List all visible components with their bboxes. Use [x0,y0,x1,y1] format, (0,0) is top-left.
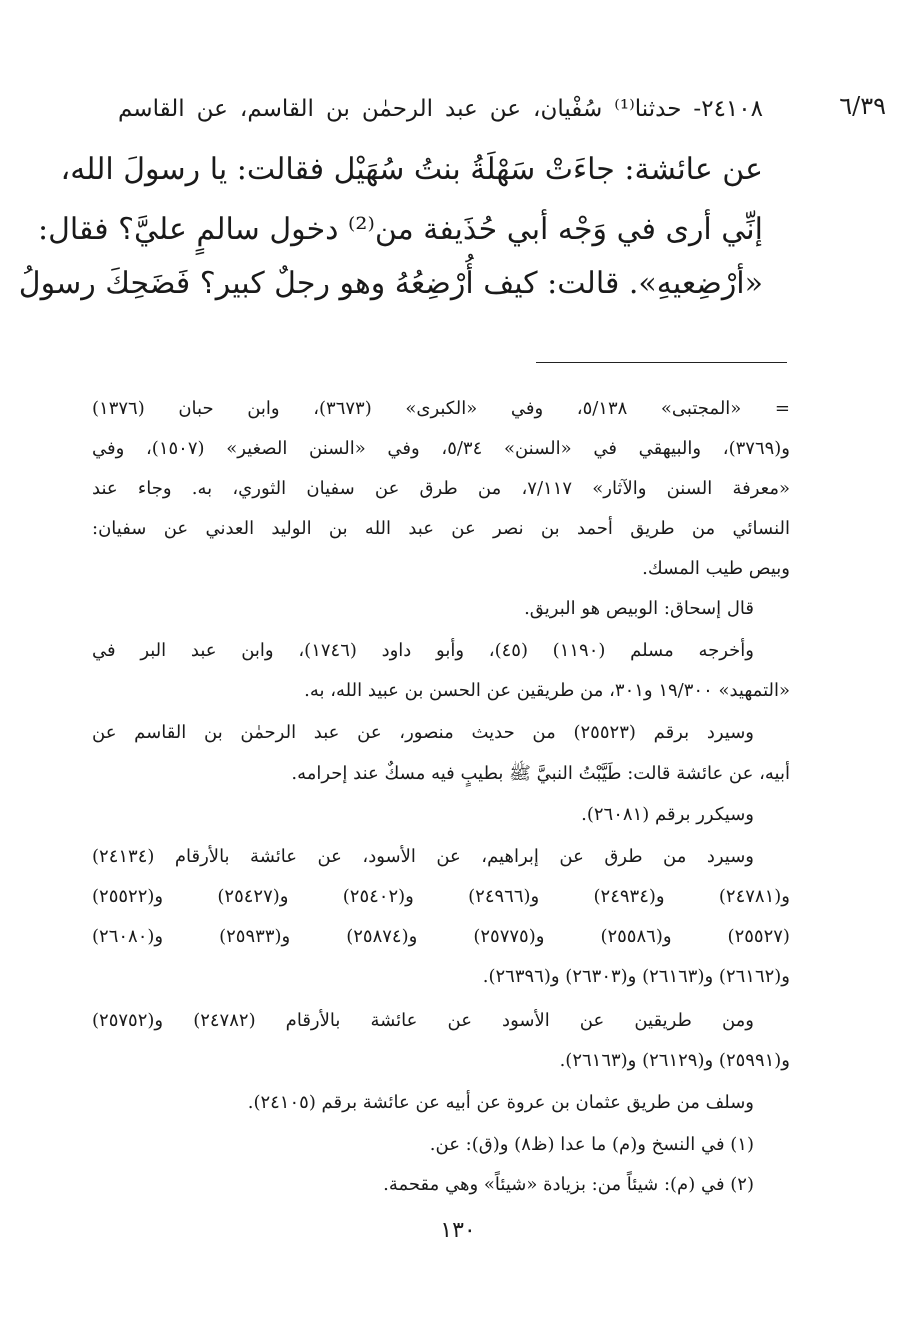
hadith-line-3: إنِّي أرى في وَجْه أبي حُذَيفة من⁽²⁾ دخول سالمٍ عليَّ؟ فقال: [38,212,763,247]
footnote-line: أبيه، عن عائشة قالت: طَيَّبْتُ النبيَّ ﷺ بطيبٍ فيه مسكٌ عند إحرامه. [291,763,790,784]
page-number: ١٣٠ [440,1218,476,1243]
hadith-line-1: ٢٤١٠٨- حدثنا⁽¹⁾ سُفْيان، عن عبد الرحمٰن بن القاسم، عن القاسم [118,96,763,122]
footnote-line: (٢٥٥٢٧) و(٢٥٥٨٦) و(٢٥٧٧٥) و(٢٥٨٧٤) و(٢٥٩٣٣) و(٢٦٠٨٠) [92,926,790,947]
footnote-line: وسلف من طريق عثمان بن عروة عن أبيه عن عائشة برقم (٢٤١٠٥). [247,1092,754,1113]
footnote-1: (١) في النسخ و(م) ما عدا (ظ٨) و(ق): عن. [429,1134,754,1155]
footnote-line: النسائي من طريق أحمد بن نصر عن عبد الله بن الوليد العدني عن سفيان: [92,518,790,539]
footnote-line: = «المجتبى» ٥/١٣٨، وفي «الكبرى» (٣٦٧٣)، وابن حبان (١٣٧٦) [92,398,791,419]
footnote-line: وبيص طيب المسك. [642,558,790,579]
hadith-line-4: «أرْضِعيهِ». قالت: كيف أُرْضِعُهُ وهو رجلٌ كبير؟ فَضَحِكَ رسولُ [18,266,763,301]
footnote-line: قال إسحاق: الوبيص هو البريق. [524,598,754,619]
footnote-line: و(٢٥٩٩١) و(٢٦١٢٩) و(٢٦١٦٣). [559,1050,790,1071]
footnote-line: وسيكرر برقم (٢٦٠٨١). [581,804,754,825]
footnote-line: ومن طريقين عن الأسود عن عائشة بالأرقام (٢٤٧٨٢) و(٢٥٧٥٢) [92,1010,754,1031]
volume-page-reference: ٦/٣٩ [839,92,886,120]
footnote-line: و(٣٧٦٩)، والبيهقي في «السنن» ٥/٣٤، وفي «السنن الصغير» (١٥٠٧)، وفي [92,438,790,459]
footnote-line: وسيرد برقم (٢٥٥٢٣) من حديث منصور، عن عبد الرحمٰن بن القاسم عن [92,722,754,743]
footnote-line: «معرفة السنن والآثار» ٧/١١٧، من طرق عن سفيان الثوري، به. وجاء عند [92,478,790,499]
footnote-line: و(٢٦١٦٢) و(٢٦١٦٣) و(٢٦٣٠٣) و(٢٦٣٩٦). [482,966,790,987]
footnote-2: (٢) في (م): شيئاً من: بزيادة «شيئاً» وهي مقحمة. [383,1174,754,1195]
footnote-separator [536,362,787,363]
footnote-line: «التمهيد» ١٩/٣٠٠ و٣٠١، من طريقين عن الحسن بن عبيد الله، به. [304,680,790,701]
footnote-line: وأخرجه مسلم (١١٩٠) (٤٥)، وأبو داود (١٧٤٦)، وابن عبد البر في [92,640,754,661]
footnote-line: وسيرد من طرق عن إبراهيم، عن الأسود، عن عائشة بالأرقام (٢٤١٣٤) [92,846,754,867]
footnote-line: و(٢٤٧٨١) و(٢٤٩٣٤) و(٢٤٩٦٦) و(٢٥٤٠٢) و(٢٥٤٢٧) و(٢٥٥٢٢) [92,886,790,907]
hadith-line-2: عن عائشة: جاءَتْ سَهْلَةُ بنتُ سُهَيْل فقالت: يا رسولَ الله، [60,152,763,187]
